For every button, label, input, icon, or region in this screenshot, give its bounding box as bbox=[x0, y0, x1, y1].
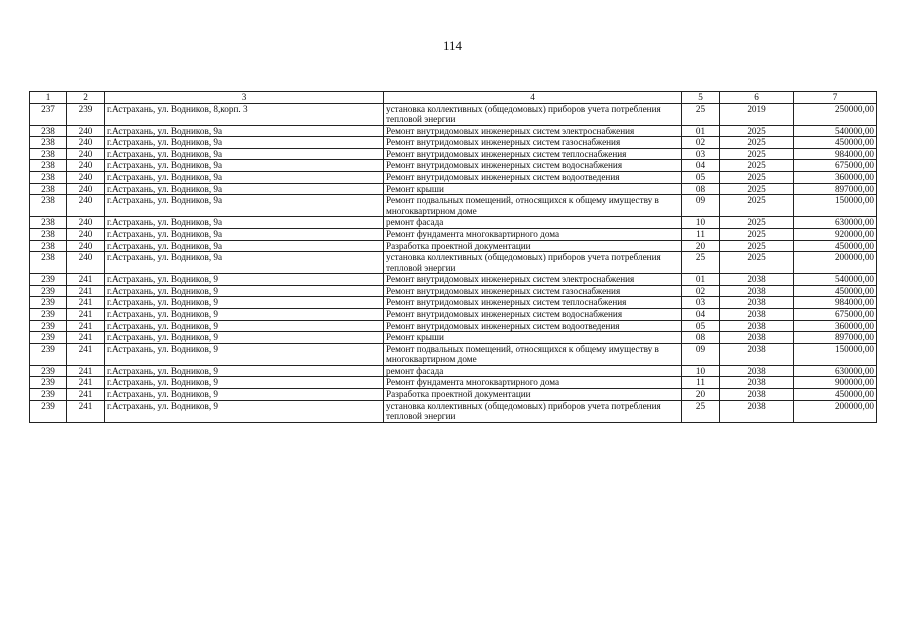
column-number-row bbox=[30, 92, 877, 104]
house-index-cell: 241 bbox=[67, 332, 105, 344]
address-cell: г.Астрахань, ул. Водников, 9 bbox=[105, 297, 384, 309]
work-code-cell: 02 bbox=[682, 285, 720, 297]
address-cell: г.Астрахань, ул. Водников, 9 bbox=[105, 308, 384, 320]
table-row bbox=[30, 240, 877, 252]
house-index-cell: 240 bbox=[67, 148, 105, 160]
address-cell: г.Астрахань, ул. Водников, 9а bbox=[105, 228, 384, 240]
row-index-cell: 238 bbox=[30, 125, 67, 137]
house-index-cell: 240 bbox=[67, 172, 105, 184]
cost-cell: 200000,00 bbox=[794, 252, 877, 274]
table-row bbox=[30, 332, 877, 344]
table-row bbox=[30, 320, 877, 332]
address-cell: г.Астрахань, ул. Водников, 9 bbox=[105, 377, 384, 389]
address-cell: г.Астрахань, ул. Водников, 9а bbox=[105, 183, 384, 195]
year-cell: 2038 bbox=[720, 285, 794, 297]
address-cell: г.Астрахань, ул. Водников, 9а bbox=[105, 240, 384, 252]
row-index-cell: 238 bbox=[30, 228, 67, 240]
year-cell: 2025 bbox=[720, 148, 794, 160]
work-code-cell: 02 bbox=[682, 137, 720, 149]
address-cell: г.Астрахань, ул. Водников, 9 bbox=[105, 400, 384, 422]
table-row bbox=[30, 195, 877, 217]
row-index-cell: 239 bbox=[30, 332, 67, 344]
year-cell: 2025 bbox=[720, 252, 794, 274]
year-cell: 2038 bbox=[720, 332, 794, 344]
house-index-cell: 240 bbox=[67, 195, 105, 217]
table-row bbox=[30, 308, 877, 320]
cost-cell: 675000,00 bbox=[794, 308, 877, 320]
year-cell: 2025 bbox=[720, 160, 794, 172]
cost-cell: 150000,00 bbox=[794, 195, 877, 217]
table-row bbox=[30, 365, 877, 377]
year-cell: 2038 bbox=[720, 389, 794, 401]
table-row bbox=[30, 252, 877, 274]
table-row bbox=[30, 125, 877, 137]
work-code-cell: 04 bbox=[682, 308, 720, 320]
table-row bbox=[30, 285, 877, 297]
row-index-cell: 238 bbox=[30, 172, 67, 184]
work-type-cell: установка коллективных (общедомовых) приборов учета потребления тепловой энергии bbox=[384, 103, 682, 125]
row-index-cell: 238 bbox=[30, 160, 67, 172]
column-header: 6 bbox=[720, 92, 794, 104]
work-type-cell: Ремонт подвальных помещений, относящихся к общему имуществу в многоквартирном доме bbox=[384, 343, 682, 365]
address-cell: г.Астрахань, ул. Водников, 9 bbox=[105, 365, 384, 377]
house-index-cell: 240 bbox=[67, 240, 105, 252]
row-index-cell: 238 bbox=[30, 252, 67, 274]
address-cell: г.Астрахань, ул. Водников, 9 bbox=[105, 320, 384, 332]
work-type-cell: Ремонт внутридомовых инженерных систем водоснабжения bbox=[384, 160, 682, 172]
house-index-cell: 241 bbox=[67, 297, 105, 309]
table-row bbox=[30, 103, 877, 125]
table-row bbox=[30, 228, 877, 240]
cost-cell: 675000,00 bbox=[794, 160, 877, 172]
house-index-cell: 240 bbox=[67, 217, 105, 229]
row-index-cell: 239 bbox=[30, 274, 67, 286]
year-cell: 2025 bbox=[720, 172, 794, 184]
row-index-cell: 238 bbox=[30, 240, 67, 252]
work-type-cell: Ремонт крыши bbox=[384, 183, 682, 195]
work-code-cell: 09 bbox=[682, 195, 720, 217]
address-cell: г.Астрахань, ул. Водников, 9а bbox=[105, 148, 384, 160]
cost-cell: 920000,00 bbox=[794, 228, 877, 240]
cost-cell: 360000,00 bbox=[794, 320, 877, 332]
work-code-cell: 25 bbox=[682, 400, 720, 422]
row-index-cell: 238 bbox=[30, 195, 67, 217]
work-type-cell: Ремонт подвальных помещений, относящихся к общему имуществу в многоквартирном доме bbox=[384, 195, 682, 217]
row-index-cell: 239 bbox=[30, 285, 67, 297]
page-number: 114 bbox=[442, 38, 463, 53]
work-type-cell: Ремонт внутридомовых инженерных систем водоотведения bbox=[384, 320, 682, 332]
house-index-cell: 240 bbox=[67, 252, 105, 274]
house-index-cell: 241 bbox=[67, 377, 105, 389]
address-cell: г.Астрахань, ул. Водников, 9а bbox=[105, 172, 384, 184]
capital-repair-table bbox=[29, 91, 877, 423]
row-index-cell: 239 bbox=[30, 400, 67, 422]
work-type-cell: установка коллективных (общедомовых) приборов учета потребления тепловой энергии bbox=[384, 252, 682, 274]
year-cell: 2025 bbox=[720, 217, 794, 229]
year-cell: 2025 bbox=[720, 125, 794, 137]
column-header: 2 bbox=[67, 92, 105, 104]
work-code-cell: 01 bbox=[682, 125, 720, 137]
address-cell: г.Астрахань, ул. Водников, 9а bbox=[105, 137, 384, 149]
cost-cell: 450000,00 bbox=[794, 389, 877, 401]
work-type-cell: ремонт фасада bbox=[384, 365, 682, 377]
cost-cell: 900000,00 bbox=[794, 377, 877, 389]
cost-cell: 360000,00 bbox=[794, 172, 877, 184]
year-cell: 2025 bbox=[720, 240, 794, 252]
year-cell: 2038 bbox=[720, 297, 794, 309]
table-row bbox=[30, 217, 877, 229]
work-code-cell: 10 bbox=[682, 365, 720, 377]
work-type-cell: Ремонт внутридомовых инженерных систем газоснабжения bbox=[384, 137, 682, 149]
row-index-cell: 239 bbox=[30, 320, 67, 332]
house-index-cell: 241 bbox=[67, 274, 105, 286]
house-index-cell: 240 bbox=[67, 137, 105, 149]
work-code-cell: 08 bbox=[682, 332, 720, 344]
house-index-cell: 241 bbox=[67, 400, 105, 422]
work-code-cell: 05 bbox=[682, 320, 720, 332]
address-cell: г.Астрахань, ул. Водников, 9а bbox=[105, 217, 384, 229]
work-code-cell: 10 bbox=[682, 217, 720, 229]
cost-cell: 450000,00 bbox=[794, 240, 877, 252]
year-cell: 2025 bbox=[720, 228, 794, 240]
table-row bbox=[30, 148, 877, 160]
row-index-cell: 238 bbox=[30, 183, 67, 195]
house-index-cell: 240 bbox=[67, 125, 105, 137]
year-cell: 2038 bbox=[720, 365, 794, 377]
work-code-cell: 03 bbox=[682, 297, 720, 309]
row-index-cell: 239 bbox=[30, 308, 67, 320]
cost-cell: 897000,00 bbox=[794, 183, 877, 195]
work-type-cell: Ремонт внутридомовых инженерных систем электроснабжения bbox=[384, 274, 682, 286]
cost-cell: 200000,00 bbox=[794, 400, 877, 422]
work-type-cell: Ремонт внутридомовых инженерных систем водоснабжения bbox=[384, 308, 682, 320]
address-cell: г.Астрахань, ул. Водников, 9а bbox=[105, 160, 384, 172]
work-code-cell: 08 bbox=[682, 183, 720, 195]
address-cell: г.Астрахань, ул. Водников, 9 bbox=[105, 332, 384, 344]
house-index-cell: 241 bbox=[67, 389, 105, 401]
table-row bbox=[30, 400, 877, 422]
house-index-cell: 241 bbox=[67, 365, 105, 377]
row-index-cell: 239 bbox=[30, 297, 67, 309]
row-index-cell: 238 bbox=[30, 148, 67, 160]
address-cell: г.Астрахань, ул. Водников, 9а bbox=[105, 125, 384, 137]
year-cell: 2038 bbox=[720, 274, 794, 286]
cost-cell: 897000,00 bbox=[794, 332, 877, 344]
year-cell: 2025 bbox=[720, 137, 794, 149]
work-type-cell: Ремонт фундамента многоквартирного дома bbox=[384, 228, 682, 240]
year-cell: 2038 bbox=[720, 400, 794, 422]
cost-cell: 250000,00 bbox=[794, 103, 877, 125]
work-code-cell: 11 bbox=[682, 377, 720, 389]
house-index-cell: 241 bbox=[67, 320, 105, 332]
table-row bbox=[30, 377, 877, 389]
column-header: 5 bbox=[682, 92, 720, 104]
house-index-cell: 239 bbox=[67, 103, 105, 125]
work-code-cell: 25 bbox=[682, 252, 720, 274]
cost-cell: 150000,00 bbox=[794, 343, 877, 365]
column-header: 4 bbox=[384, 92, 682, 104]
column-header: 3 bbox=[105, 92, 384, 104]
house-index-cell: 241 bbox=[67, 308, 105, 320]
row-index-cell: 239 bbox=[30, 343, 67, 365]
work-type-cell: Ремонт фундамента многоквартирного дома bbox=[384, 377, 682, 389]
work-type-cell: установка коллективных (общедомовых) приборов учета потребления тепловой энергии bbox=[384, 400, 682, 422]
table-row bbox=[30, 137, 877, 149]
table-body bbox=[30, 103, 877, 422]
year-cell: 2038 bbox=[720, 343, 794, 365]
work-type-cell: ремонт фасада bbox=[384, 217, 682, 229]
work-code-cell: 20 bbox=[682, 389, 720, 401]
table-row bbox=[30, 297, 877, 309]
house-index-cell: 241 bbox=[67, 343, 105, 365]
cost-cell: 984000,00 bbox=[794, 148, 877, 160]
address-cell: г.Астрахань, ул. Водников, 9 bbox=[105, 274, 384, 286]
work-type-cell: Ремонт внутридомовых инженерных систем водоотведения bbox=[384, 172, 682, 184]
address-cell: г.Астрахань, ул. Водников, 9а bbox=[105, 195, 384, 217]
table-row bbox=[30, 183, 877, 195]
work-type-cell: Ремонт внутридомовых инженерных систем газоснабжения bbox=[384, 285, 682, 297]
table-row bbox=[30, 389, 877, 401]
column-header: 7 bbox=[794, 92, 877, 104]
house-index-cell: 240 bbox=[67, 160, 105, 172]
year-cell: 2025 bbox=[720, 183, 794, 195]
cost-cell: 984000,00 bbox=[794, 297, 877, 309]
work-type-cell: Ремонт внутридомовых инженерных систем теплоснабжения bbox=[384, 148, 682, 160]
work-code-cell: 11 bbox=[682, 228, 720, 240]
row-index-cell: 239 bbox=[30, 389, 67, 401]
row-index-cell: 239 bbox=[30, 365, 67, 377]
year-cell: 2038 bbox=[720, 308, 794, 320]
work-type-cell: Ремонт крыши bbox=[384, 332, 682, 344]
table-row bbox=[30, 274, 877, 286]
column-header: 1 bbox=[30, 92, 67, 104]
house-index-cell: 240 bbox=[67, 228, 105, 240]
work-code-cell: 05 bbox=[682, 172, 720, 184]
address-cell: г.Астрахань, ул. Водников, 9 bbox=[105, 343, 384, 365]
work-code-cell: 09 bbox=[682, 343, 720, 365]
house-index-cell: 240 bbox=[67, 183, 105, 195]
work-code-cell: 20 bbox=[682, 240, 720, 252]
address-cell: г.Астрахань, ул. Водников, 9 bbox=[105, 389, 384, 401]
table-row bbox=[30, 172, 877, 184]
address-cell: г.Астрахань, ул. Водников, 8,корп. 3 bbox=[105, 103, 384, 125]
year-cell: 2019 bbox=[720, 103, 794, 125]
year-cell: 2038 bbox=[720, 320, 794, 332]
work-type-cell: Ремонт внутридомовых инженерных систем теплоснабжения bbox=[384, 297, 682, 309]
row-index-cell: 238 bbox=[30, 137, 67, 149]
cost-cell: 450000,00 bbox=[794, 137, 877, 149]
work-code-cell: 03 bbox=[682, 148, 720, 160]
cost-cell: 450000,00 bbox=[794, 285, 877, 297]
cost-cell: 540000,00 bbox=[794, 274, 877, 286]
year-cell: 2038 bbox=[720, 377, 794, 389]
row-index-cell: 238 bbox=[30, 217, 67, 229]
work-type-cell: Разработка проектной документации bbox=[384, 240, 682, 252]
row-index-cell: 237 bbox=[30, 103, 67, 125]
table-row bbox=[30, 343, 877, 365]
cost-cell: 630000,00 bbox=[794, 365, 877, 377]
work-code-cell: 04 bbox=[682, 160, 720, 172]
work-code-cell: 25 bbox=[682, 103, 720, 125]
house-index-cell: 241 bbox=[67, 285, 105, 297]
year-cell: 2025 bbox=[720, 195, 794, 217]
work-code-cell: 01 bbox=[682, 274, 720, 286]
address-cell: г.Астрахань, ул. Водников, 9а bbox=[105, 252, 384, 274]
table-row bbox=[30, 160, 877, 172]
cost-cell: 630000,00 bbox=[794, 217, 877, 229]
work-type-cell: Разработка проектной документации bbox=[384, 389, 682, 401]
work-type-cell: Ремонт внутридомовых инженерных систем электроснабжения bbox=[384, 125, 682, 137]
address-cell: г.Астрахань, ул. Водников, 9 bbox=[105, 285, 384, 297]
cost-cell: 540000,00 bbox=[794, 125, 877, 137]
row-index-cell: 239 bbox=[30, 377, 67, 389]
